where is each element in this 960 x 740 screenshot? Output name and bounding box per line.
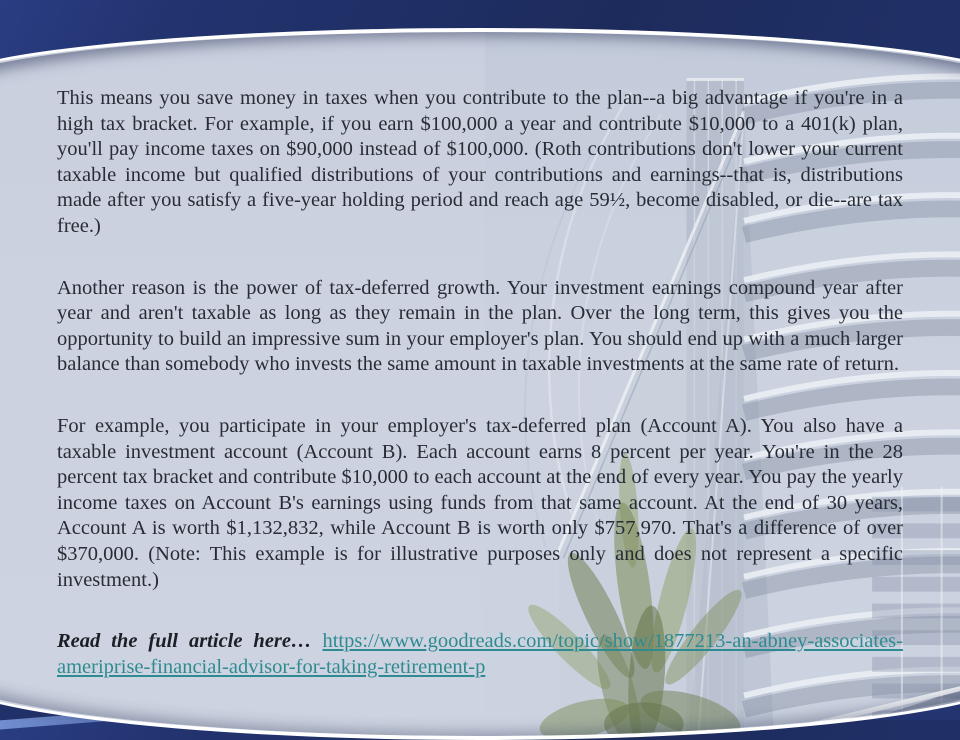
paragraph-account-example: For example, you participate in your employer's tax-deferred plan (Account A). You also have a taxable investment account (Account B). Each account earns 8 percent per year. You're in the 28 percent tax bracket and contribute $10,000 to each account at the end of every year. You pay the yearly income taxes on Account B's earnings using funds from that same account. At the end of 30 years, Account A is worth $1,132,832, while Account B is worth only $757,970. That's a difference of over $370,000. (Note: This example is for illustrative purposes only and does not represent a specific investment.)	[57, 414, 903, 591]
paragraph-tax-deferred-growth: Another reason is the power of tax-deferred growth. Your investment earnings compound year after year and aren't taxable as long as they remain in the plan. Over the long term, this gives you the opportunity to build an impressive sum in your employer's plan. You should end up with a much larger balance than somebody who invests the same amount in taxable investments at the same rate of return.	[57, 276, 903, 376]
article-link[interactable]: https://www.goodreads.com/topic/show/1877213-an-abney-associates-ameriprise-financial-advisor-for-taking-retirement-p	[57, 630, 903, 678]
paragraph-tax-savings: This means you save money in taxes when you contribute to the plan--a big advantage if you're in a high tax bracket. For example, if you earn $100,000 a year and contribute $10,000 to a 401(k) plan, you'll pay income taxes on $90,000 instead of $100,000. (Roth contributions don't lower your current taxable income but qualified distributions of your contributions and earnings--that is, distributions made after you satisfy a five-year holding period and reach age 59½, become disabled, or die--are tax free.)	[57, 87, 903, 237]
read-more-label: Read the full article here…	[57, 630, 323, 653]
read-more-line	[57, 629, 903, 680]
